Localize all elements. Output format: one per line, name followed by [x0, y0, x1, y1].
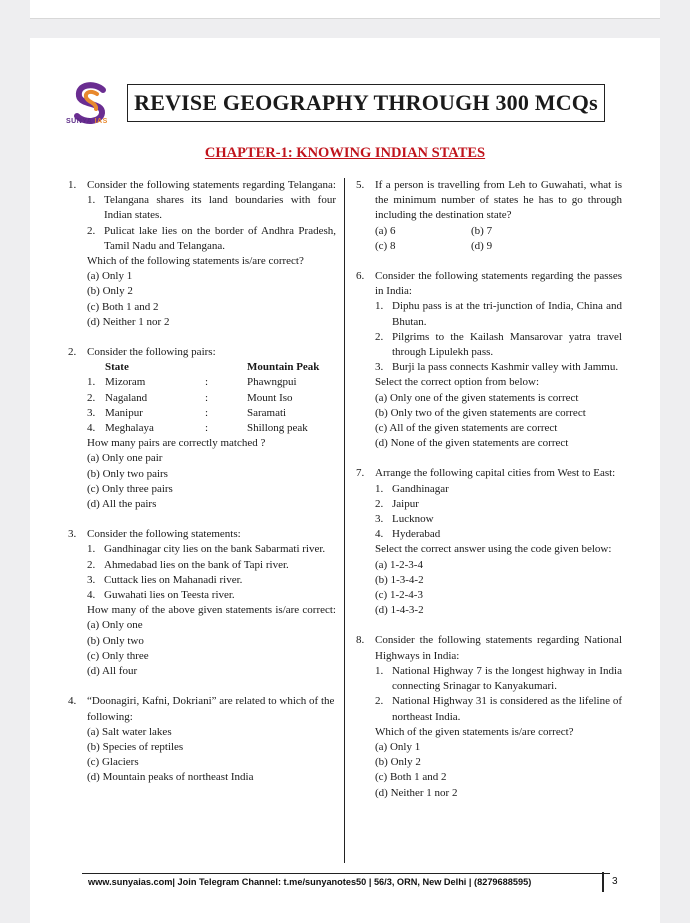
header-state: State: [105, 361, 129, 374]
pair-number: 2.: [87, 391, 96, 404]
statement-number: 3.: [87, 573, 96, 586]
option-c: (c) Only three: [87, 649, 149, 662]
logo-text-ias: IAS: [94, 118, 108, 125]
question-7: [356, 466, 622, 618]
pair-separator: :: [205, 422, 209, 435]
question-8: [356, 633, 622, 800]
statement-number: 1.: [87, 194, 96, 207]
question-number: 8.: [356, 634, 365, 647]
statement-text: Cuttack lies on Mahanadi river.: [104, 573, 243, 586]
statement-number: 2.: [375, 330, 384, 343]
option-b: (b) 7: [471, 224, 493, 237]
option-b: (b) Only two of the given statements are correct: [375, 406, 586, 419]
option-d: (d) All the pairs: [87, 498, 157, 511]
statement-text: Burji la pass connects Kashmir valley with Jammu.: [392, 361, 619, 374]
statement-number: 2.: [87, 558, 96, 571]
option-c: (c) Glaciers: [87, 756, 139, 769]
statement-number: 3.: [375, 361, 384, 374]
question-number: 2.: [68, 346, 77, 359]
statement: [87, 588, 336, 603]
pair-peak: Mount Iso: [247, 391, 293, 404]
question-prompt: How many of the above given statements is/are correct:: [87, 604, 336, 617]
question-3: [68, 527, 336, 679]
option-d: (d) Neither 1 nor 2: [375, 786, 458, 799]
option-b: (b) Only 2: [375, 756, 421, 769]
option-d: (d) 1-4-3-2: [375, 604, 424, 617]
question-number: 4.: [68, 695, 77, 708]
statement: [87, 224, 336, 254]
question-stem: Consider the following statements:: [87, 528, 241, 541]
list-item: [375, 527, 622, 542]
item-text: Lucknow: [392, 513, 434, 526]
option-c: (c) All of the given statements are correct: [375, 422, 558, 435]
statement: [375, 694, 622, 724]
list-item: [375, 512, 622, 527]
option-d: (d) 9: [471, 239, 493, 252]
option-d: (d) Mountain peaks of northeast India: [87, 771, 254, 784]
item-text: Jaipur: [392, 497, 419, 510]
statement: [87, 573, 336, 588]
left-column: [68, 178, 336, 801]
statement-number: 1.: [375, 664, 384, 677]
statement: [87, 542, 336, 557]
question-stem: Consider the following statements regarding Telangana:: [87, 179, 336, 191]
option-a: (a) Only one of the given statements is correct: [375, 391, 579, 404]
question-prompt: Select the correct answer using the code given below:: [375, 543, 612, 556]
question-stem: Consider the following statements regarding National Highways in India:: [375, 634, 622, 662]
option-b: (b) Only two pairs: [87, 467, 168, 480]
statement: [375, 330, 622, 360]
pair-peak: Saramati: [247, 406, 287, 419]
statement-text: Pulicat lake lies on the border of Andhra Pradesh, Tamil Nadu and Telangana.: [104, 224, 336, 252]
list-item: [375, 497, 622, 512]
statement-text: National Highway 31 is considered as the lifeline of northeast India.: [392, 695, 622, 723]
statement-text: National Highway 7 is the longest highway in India connecting Srinagar to Kanyakumari.: [392, 664, 622, 693]
title-box: [127, 84, 605, 122]
question-stem: Arrange the following capital cities from West to East:: [375, 467, 616, 480]
option-b: (b) 1-3-4-2: [375, 573, 424, 586]
option-a: (a) Salt water lakes: [87, 725, 172, 738]
previous-page-edge: [30, 0, 660, 19]
item-number: 2.: [375, 497, 384, 510]
option-d: (d) Neither 1 nor 2: [87, 315, 170, 328]
question-prompt: Which of the following statements is/are correct?: [87, 255, 304, 268]
question-number: 6.: [356, 270, 365, 283]
options-grid: [375, 224, 622, 254]
question-4: [68, 694, 336, 785]
right-column: [356, 178, 622, 816]
question-stem: If a person is travelling from Leh to Guwahati, what is the minimum number of states he has to go through including the destination state?: [375, 179, 622, 222]
item-number: 3.: [375, 513, 384, 526]
item-text: Gandhinagar: [392, 482, 449, 495]
statement-text: Guwahati lies on Teesta river.: [104, 589, 235, 602]
pair-number: 4.: [87, 422, 96, 435]
pair-state: Mizoram: [105, 376, 146, 389]
statement-number: 1.: [375, 300, 384, 313]
question-prompt: Select the correct option from below:: [375, 376, 540, 389]
question-1: [68, 178, 336, 330]
question-number: 1.: [68, 179, 77, 191]
pair-state: Meghalaya: [105, 422, 154, 435]
header-mountain-peak: Mountain Peak: [247, 361, 320, 374]
question-stem: Consider the following pairs:: [87, 346, 216, 359]
question-prompt: How many pairs are correctly matched ?: [87, 437, 266, 450]
item-number: 1.: [375, 482, 384, 495]
option-b: (b) Only 2: [87, 285, 133, 298]
statement-text: Ahmedabad lies on the bank of Tapi river.: [104, 558, 289, 571]
option-c: (c) Both 1 and 2: [87, 300, 159, 313]
pair-peak: Phawngpui: [247, 376, 297, 389]
pair-state: Manipur: [105, 406, 143, 419]
statement-text: Telangana shares its land boundaries with four Indian states.: [104, 194, 336, 222]
statement: [375, 664, 622, 694]
option-d: (d) All four: [87, 665, 138, 678]
column-divider: [344, 178, 345, 863]
statement: [87, 558, 336, 573]
option-a: (a) Only one: [87, 619, 143, 632]
option-a: (a) Only 1: [375, 740, 421, 753]
pair-separator: :: [205, 391, 209, 404]
question-number: 3.: [68, 528, 77, 541]
item-text: Hyderabad: [392, 528, 441, 541]
question-number: 7.: [356, 467, 365, 480]
statement-number: 4.: [87, 589, 96, 602]
page-title: REVISE GEOGRAPHY THROUGH 300 MCQs: [134, 90, 598, 115]
pair-number: 1.: [87, 376, 96, 389]
pair-separator: :: [205, 406, 209, 419]
statement-number: 2.: [87, 224, 96, 237]
statement: [375, 360, 622, 375]
pairs-table: [87, 360, 336, 436]
footer-rule: [82, 873, 610, 874]
item-number: 4.: [375, 528, 384, 541]
statement: [87, 193, 336, 223]
logo-text: [66, 118, 108, 125]
statement-text: Gandhinagar city lies on the bank Sabarmati river.: [104, 543, 326, 556]
statement: [375, 299, 622, 329]
option-c: (c) 1-2-4-3: [375, 589, 423, 602]
question-6: [356, 269, 622, 451]
statement-text: Diphu pass is at the tri-junction of India, China and Bhutan.: [392, 300, 622, 328]
option-d: (d) None of the given statements are correct: [375, 437, 569, 450]
pair-peak: Shillong peak: [247, 422, 308, 435]
chapter-heading: CHAPTER-1: KNOWING INDIAN STATES: [204, 145, 486, 161]
page-number: 3: [612, 876, 618, 887]
question-2: [68, 345, 336, 512]
footer-separator: [602, 872, 604, 892]
list-item: [375, 482, 622, 497]
statement-text: Pilgrims to the Kailash Mansarovar yatra travel through Lipulekh pass.: [392, 330, 622, 359]
option-c: (c) Both 1 and 2: [375, 771, 447, 784]
footer-text: www.sunyaias.com| Join Telegram Channel: t.me/sunyanotes50 | 56/3, ORN, New Delhi | (8279688595): [88, 877, 532, 887]
question-stem: Consider the following statements regarding the passes in India:: [375, 270, 622, 298]
pair-state: Nagaland: [105, 391, 148, 404]
statement-number: 2.: [375, 695, 384, 708]
option-c: (c) Only three pairs: [87, 482, 173, 495]
option-b: (b) Only two: [87, 634, 144, 647]
option-a: (a) Only 1: [87, 270, 133, 283]
option-a: (a) Only one pair: [87, 452, 163, 465]
question-prompt: Which of the given statements is/are correct?: [375, 725, 574, 738]
option-a: (a) 6: [375, 224, 396, 237]
logo-text-sunya: SUNYA: [66, 118, 93, 125]
pair-number: 3.: [87, 406, 96, 419]
question-5: [356, 178, 622, 254]
option-c: (c) 8: [375, 239, 396, 252]
option-a: (a) 1-2-3-4: [375, 558, 423, 571]
option-b: (b) Species of reptiles: [87, 740, 184, 753]
pair-separator: :: [205, 376, 209, 389]
question-number: 5.: [356, 179, 365, 191]
statement-number: 1.: [87, 543, 96, 556]
question-stem: “Doonagiri, Kafni, Dokriani” are related to which of the following:: [87, 695, 335, 723]
